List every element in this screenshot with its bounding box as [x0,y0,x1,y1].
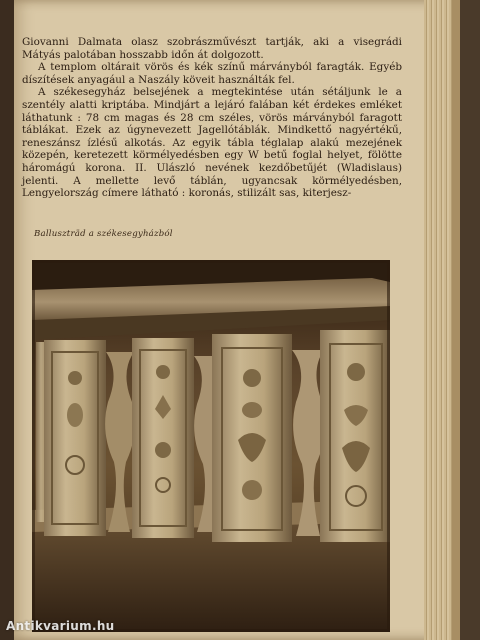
book-edge [452,0,460,640]
watermark: Antikvarium.hu [6,619,115,633]
photo-caption: Balluszträd a székesegyházból [34,229,173,239]
balustrade-illustration [32,260,390,632]
paragraph-2: A templom oltárait vörös és kék színű márványból faragták. Egyéb díszítések anyagául a Naszály köveit használták fel. [22,61,402,86]
body-text [22,36,402,200]
balustrade-photo [32,260,390,632]
baluster-group [36,330,390,542]
paragraph-1: Giovanni Dalmata olasz szobrászművészt tartják, aki a visegrádi Mátyás palotában hosszabb időn át dolgozott. [22,36,402,61]
page-edges [424,0,454,640]
paragraph-3: A székesegyház belsejének a megtekintése után sétáljunk le a szentély alatti kriptába. Mindjárt a lejáró falában két érdekes emléket láthatunk : 78 cm magas és 28 cm széles, vörös márványból faragott táblákat. Ezek az úgynevezett Jagellótáblák. Mindkettő nagyértékű, reneszánsz ízlésű alkotás. Az egyik tábla téglalap alakú mezejének közepén, keretezett körmélyedésben egy W betű foglal helyet, fölötte háromágú korona. II. Ulászló nevének kezdőbetűjét (Wladislaus) jelenti. A mellette levő táblán, ugyancsak körmélyedésben, Lengyelország címere látható : koronás, stilizált sas, kiterjesz- [22,86,402,200]
